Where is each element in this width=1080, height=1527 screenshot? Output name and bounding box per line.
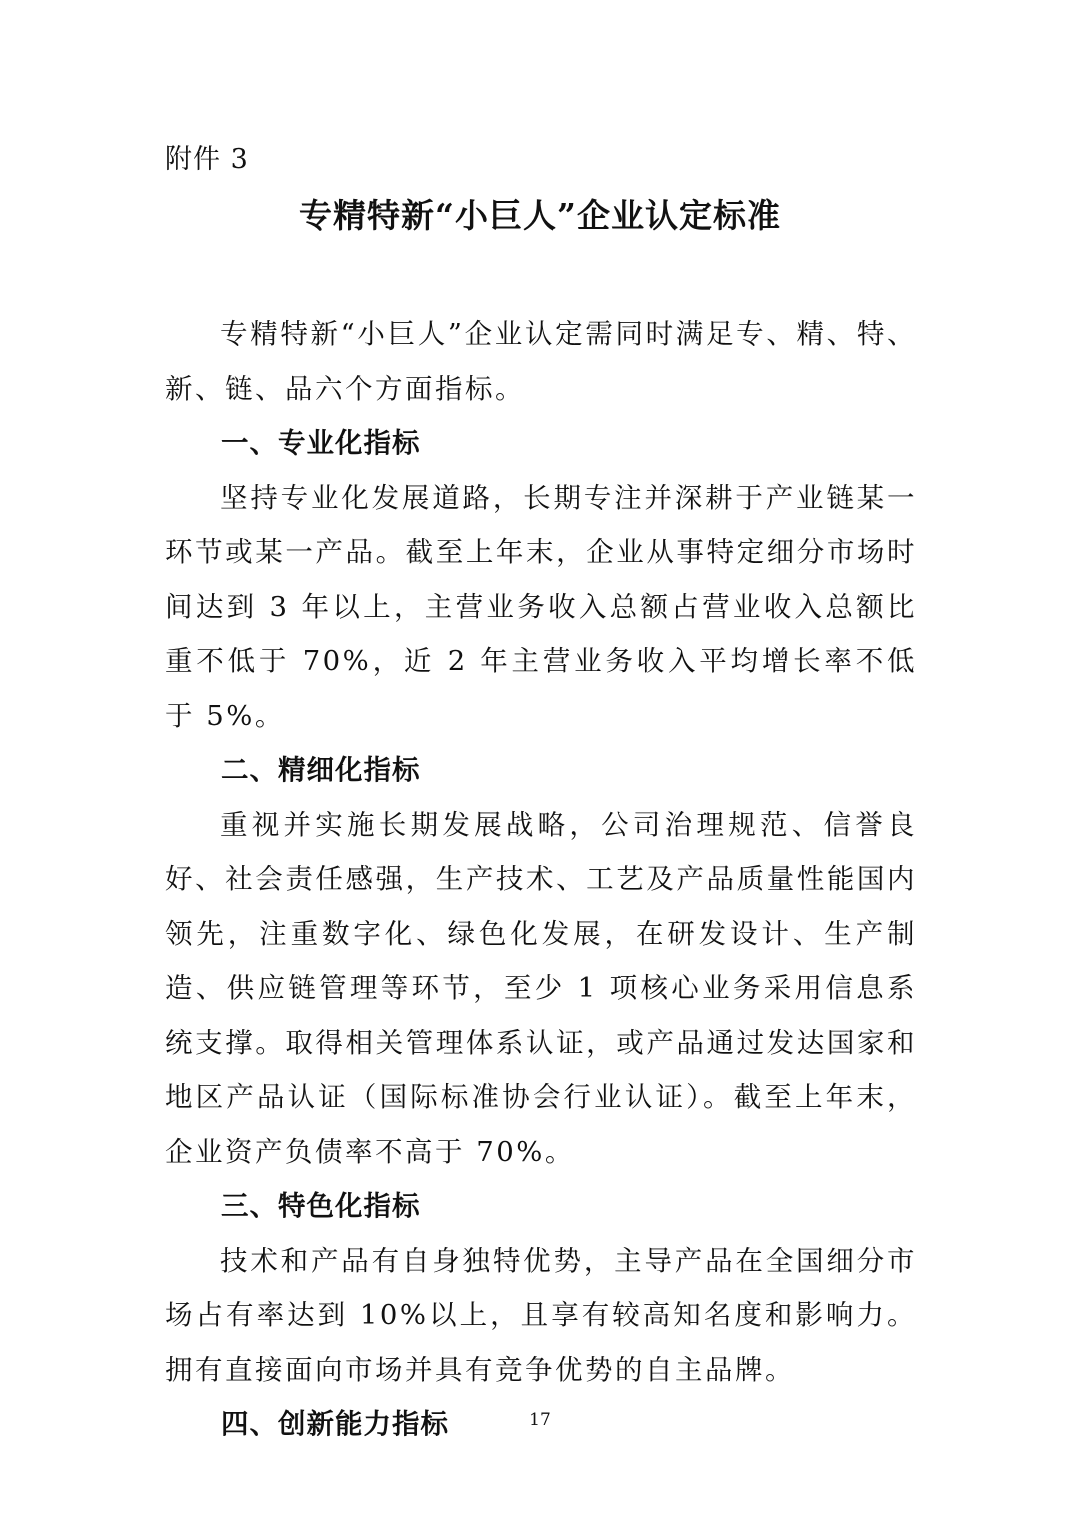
section-heading-innovation: 四、创新能力指标 xyxy=(221,1408,449,1440)
document-body xyxy=(165,307,917,1452)
section-heading-refinement: 二、精细化指标 xyxy=(221,754,421,786)
section-text-specialization: 坚持专业化发展道路，长期专注并深耕于产业链某一环节或某一产品。截至上年末，企业从事特定细分市场时间达到 3 年以上，主营业务收入总额占营业收入总额比重不低于 70%，近 2 年主营业务收入平均增长率不低于 5%。 xyxy=(165,481,917,732)
page-number: 17 xyxy=(529,1410,551,1430)
attachment-label: 附件 3 xyxy=(165,144,249,175)
section-text-refinement: 重视并实施长期发展战略，公司治理规范、信誉良好、社会责任感强，生产技术、工艺及产品质量性能国内领先，注重数字化、绿色化发展，在研发设计、生产制造、供应链管理等环节，至少 1 项核心业务采用信息系统支撑。取得相关管理体系认证，或产品通过发达国家和地区产品认证（国际标准协会行业认证）。截至上年末，企业资产负债率不高于 70%。 xyxy=(165,808,917,1168)
section-heading-characteristics: 三、特色化指标 xyxy=(221,1190,421,1222)
document-title: 专精特新“小巨人”企业认定标准 xyxy=(299,196,781,235)
section-heading-specialization: 一、专业化指标 xyxy=(221,427,421,459)
intro-paragraph: 专精特新“小巨人”企业认定需同时满足专、精、特、新、链、品六个方面指标。 xyxy=(165,318,917,405)
section-text-characteristics: 技术和产品有自身独特优势，主导产品在全国细分市场占有率达到 10%以上，且享有较高知名度和影响力。拥有直接面向市场并具有竞争优势的自主品牌。 xyxy=(165,1244,917,1386)
